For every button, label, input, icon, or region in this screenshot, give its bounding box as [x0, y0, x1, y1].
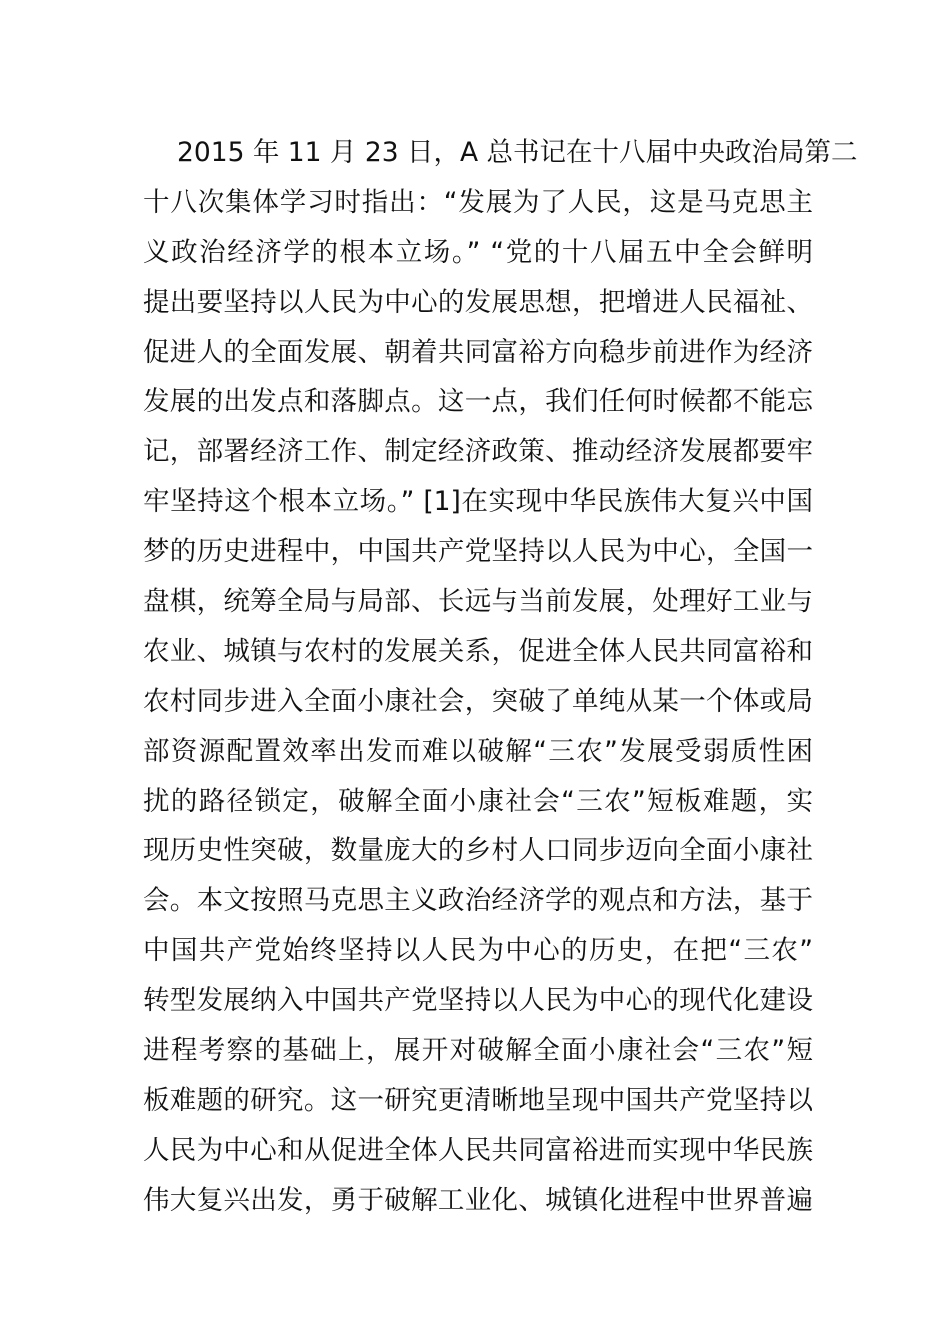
body-paragraph [143, 128, 858, 1226]
text-line: 会。本文按照马克思主义政治经济学的观点和方法，基于 [143, 885, 813, 917]
text-line: 扰的路径锁定，破解全面小康社会“三农”短板难题，实 [143, 785, 813, 817]
text-line: 进程考察的基础上，展开对破解全面小康社会“三农”短 [143, 1035, 813, 1067]
text-line: 记，部署经济工作、制定经济政策、推动经济发展都要牢 [143, 436, 813, 468]
text-line: 义政治经济学的根本立场。” “党的十八届五中全会鲜明 [143, 236, 813, 268]
text-line: 梦的历史进程中，中国共产党坚持以人民为中心，全国一 [143, 536, 813, 568]
text-line: 伟大复兴出发，勇于破解工业化、城镇化进程中世界普遍 [143, 1184, 813, 1216]
text-line: 转型发展纳入中国共产党坚持以人民为中心的现代化建设 [143, 985, 813, 1017]
text-line: 2015 年 11 月 23 日，A 总书记在十八届中央政治局第二 [177, 137, 858, 168]
text-line: 人民为中心和从促进全体人民共同富裕进而实现中华民族 [143, 1134, 813, 1166]
text-line: 中国共产党始终坚持以人民为中心的历史，在把“三农” [143, 935, 813, 967]
text-line: 发展的出发点和落脚点。这一点，我们任何时候都不能忘 [143, 386, 813, 418]
text-line: 提出要坚持以人民为中心的发展思想，把增进人民福祉、 [143, 286, 813, 318]
text-line: 现历史性突破，数量庞大的乡村人口同步迈向全面小康社 [143, 835, 813, 867]
text-line: 促进人的全面发展、朝着共同富裕方向稳步前进作为经济 [143, 336, 813, 368]
text-line: 盘棋，统筹全局与局部、长远与当前发展，处理好工业与 [143, 586, 813, 618]
text-line: 部资源配置效率出发而难以破解“三农”发展受弱质性困 [143, 735, 813, 767]
text-line: 牢坚持这个根本立场。” [1]在实现中华民族伟大复兴中国 [143, 486, 813, 518]
text-line: 板难题的研究。这一研究更清晰地呈现中国共产党坚持以 [143, 1084, 813, 1116]
text-line: 农业、城镇与农村的发展关系，促进全体人民共同富裕和 [143, 635, 813, 667]
text-line: 十八次集体学习时指出：“发展为了人民，这是马克思主 [143, 186, 813, 218]
text-line: 农村同步进入全面小康社会，突破了单纯从某一个体或局 [143, 685, 813, 717]
